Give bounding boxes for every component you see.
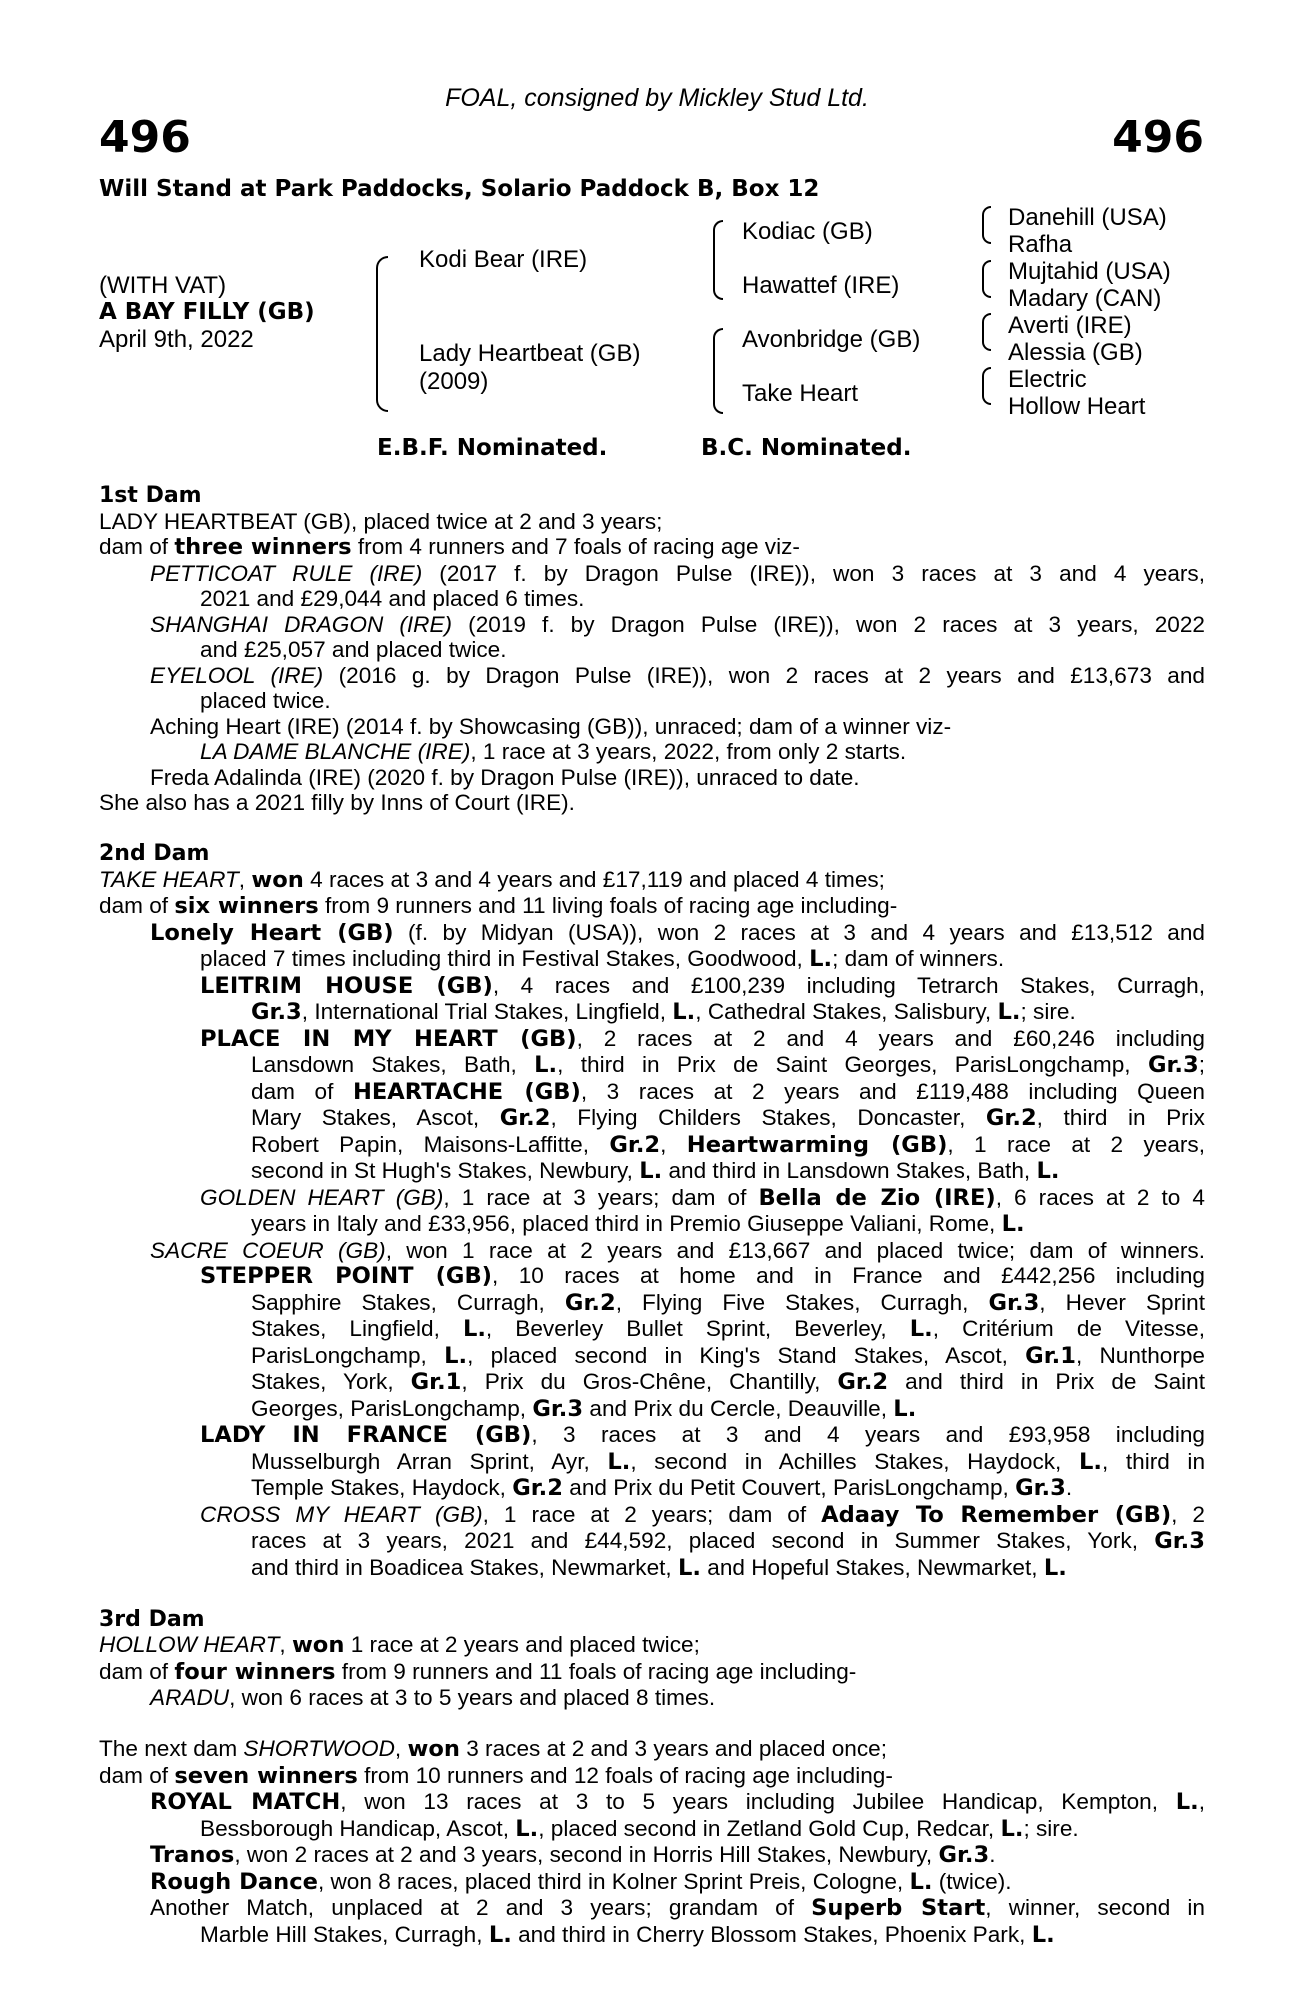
text-line	[99, 1659, 1205, 1686]
text-span: , won 8 races, placed third in Kolner Sprint Preis, Cologne,	[317, 1868, 910, 1894]
text-line	[99, 1555, 1205, 1582]
catalogue-body	[99, 483, 1205, 1948]
text-line	[99, 663, 1205, 689]
pedigree-sd-dam: Madary (CAN)	[1008, 285, 1162, 312]
pedigree-sire-sire: Kodiac (GB)	[742, 218, 873, 245]
text-span: She also has a 2021 filly by Inns of Court (IRE).	[99, 790, 575, 815]
text-span: , won 1 race at 2 years and £13,667 and placed twice; dam of winners.	[385, 1237, 1205, 1263]
text-line	[99, 790, 1205, 816]
bold-text: Gr.3	[532, 1395, 584, 1422]
text-line	[99, 1158, 1205, 1185]
text-span: , 1 race at 2 years,	[947, 1131, 1205, 1157]
text-span: , placed second in Zetland Gold Cup, Redcar,	[538, 1815, 1001, 1841]
text-line	[99, 1685, 1205, 1711]
bold-text: Gr.3	[251, 999, 302, 1025]
text-span: , 2 races at 2 and 4 years and £60,246 including	[576, 1025, 1205, 1051]
text-line	[99, 1869, 1205, 1896]
text-span: , 1 race at 3 years, 2022, from only 2 starts.	[470, 739, 907, 764]
text-line	[99, 999, 1205, 1026]
text-span: and Prix du Petit Couvert, ParisLongchamp,	[562, 1475, 1016, 1500]
text-span: , won 2 races at 2 and 3 years, second in Horris Hill Stakes, Newbury,	[234, 1842, 939, 1867]
text-span: (twice).	[932, 1868, 1012, 1894]
text-span: , Flying Childers Stakes, Doncaster,	[550, 1105, 986, 1130]
text-span: ;	[1198, 1052, 1205, 1077]
text-span: , 1 race at 2 years; dam of	[482, 1501, 822, 1527]
bold-text: Bella de Zio (IRE)	[758, 1184, 996, 1211]
text-span: , Nunthorpe	[1075, 1342, 1205, 1368]
bold-text: L.	[607, 1448, 631, 1475]
pedigree-brace-dam	[713, 328, 723, 414]
italic-text: SHANGHAI DRAGON (IRE)	[150, 611, 453, 637]
text-span: from 10 runners and 12 foals of racing age including-	[357, 1762, 893, 1788]
text-span: .	[1065, 1475, 1073, 1500]
text-line	[99, 1238, 1205, 1264]
text-span: , won 6 races at 3 to 5 years and placed 8 times.	[229, 1685, 716, 1710]
text-line	[99, 1343, 1205, 1370]
text-span: Marble Hill Stakes, Curragh,	[200, 1921, 489, 1947]
bold-text: HEARTACHE (GB)	[352, 1078, 581, 1105]
text-span: , 3 races at 2 years and £119,488 including Queen	[580, 1078, 1205, 1104]
text-span: Sapphire Stakes, Curragh,	[251, 1289, 565, 1315]
pedigree-ds-dam: Alessia (GB)	[1008, 339, 1143, 366]
text-line	[99, 1422, 1205, 1449]
text-line	[99, 612, 1205, 638]
bold-text: six winners	[174, 893, 319, 919]
pedigree-dd-sire: Electric	[1008, 366, 1087, 393]
text-span: and Prix du Cercle, Deauville,	[583, 1395, 894, 1421]
bold-text: Gr.2	[499, 1105, 551, 1131]
bold-text: Tranos	[150, 1842, 235, 1868]
bold-text: L.	[1001, 1211, 1025, 1237]
text-span: 1st Dam	[99, 483, 202, 508]
bold-text: ROYAL MATCH	[150, 1789, 341, 1815]
text-span: ,	[394, 1736, 408, 1761]
pedigree-dam-sire: Avonbridge (GB)	[742, 326, 921, 353]
pedigree-dam: Lady Heartbeat (GB)	[419, 340, 641, 367]
bold-text: seven winners	[174, 1762, 358, 1789]
text-span: , 2	[1171, 1501, 1205, 1527]
section-heading	[99, 483, 1205, 509]
text-line	[99, 1079, 1205, 1106]
text-span: dam of	[99, 893, 175, 918]
text-span: , third in	[1101, 1448, 1206, 1474]
text-line	[99, 509, 1205, 535]
bold-text: L.	[672, 999, 696, 1025]
pedigree-sire-dam: Hawattef (IRE)	[742, 272, 900, 299]
bold-text: Adaay To Remember (GB)	[821, 1501, 1172, 1528]
text-line	[99, 1263, 1205, 1290]
bold-text: Gr.2	[512, 1475, 563, 1501]
text-span: Freda Adalinda (IRE) (2020 f. by Dragon Pulse (IRE)), unraced to date.	[150, 764, 860, 790]
text-line	[99, 1816, 1205, 1843]
pedigree-dd-dam: Hollow Heart	[1008, 393, 1146, 420]
bold-text: L.	[809, 946, 833, 972]
bold-text: L.	[1043, 1554, 1067, 1581]
horse-name: A BAY FILLY (GB)	[99, 299, 315, 325]
text-span: races at 3 years, 2021 and £44,592, placed second in Summer Stakes, York,	[251, 1528, 1155, 1553]
text-span: , 10 races at home and in France and £442,256 including	[492, 1263, 1205, 1288]
paragraph-gap	[99, 816, 1205, 842]
lot-number-right: 496	[1112, 112, 1204, 163]
text-span: dam of	[99, 1762, 175, 1788]
text-span: and third in Lansdown Stakes, Bath,	[662, 1158, 1037, 1183]
text-line	[99, 1895, 1205, 1922]
text-span: The next dam	[99, 1736, 244, 1761]
text-line	[99, 867, 1205, 894]
pedigree-dam-year: (2009)	[419, 368, 489, 395]
bold-text: L.	[534, 1052, 558, 1078]
bold-text: Gr.3	[1015, 1475, 1066, 1501]
italic-text: ARADU	[150, 1685, 230, 1710]
text-line	[99, 688, 1205, 714]
text-line	[99, 1396, 1205, 1423]
text-span: Mary Stakes, Ascot,	[251, 1105, 500, 1130]
consignment-line: FOAL, consigned by Mickley Stud Ltd.	[445, 84, 869, 112]
text-span: years in Italy and £33,956, placed third in Premio Giuseppe Valiani, Rome,	[251, 1211, 1002, 1236]
italic-text: EYELOOL (IRE)	[150, 662, 324, 688]
pedigree-brace-main	[376, 256, 388, 412]
text-span: , placed second in King's Stand Stakes, Ascot,	[467, 1342, 1026, 1368]
pedigree-sire: Kodi Bear (IRE)	[419, 246, 588, 273]
bold-text: L.	[909, 1868, 933, 1895]
bold-text: L.	[997, 999, 1021, 1025]
text-line	[99, 1026, 1205, 1053]
stand-location: Will Stand at Park Paddocks, Solario Paddock B, Box 12	[99, 176, 820, 202]
bold-text: Gr.3	[988, 1289, 1040, 1316]
text-span: Stakes, Lingfield,	[251, 1316, 463, 1341]
text-span: Lansdown Stakes, Bath,	[251, 1052, 535, 1077]
section-heading	[99, 1607, 1205, 1633]
bold-text: L.	[1175, 1789, 1199, 1815]
text-span: ,	[1198, 1789, 1205, 1814]
bold-text: Gr.2	[609, 1131, 661, 1158]
text-line	[99, 1211, 1205, 1238]
text-span: ParisLongchamp,	[251, 1342, 445, 1368]
paragraph-gap	[99, 1711, 1205, 1737]
text-line	[99, 1052, 1205, 1079]
text-span: , International Trial Stakes, Lingfield,	[301, 999, 673, 1024]
text-span: dam of	[99, 1658, 175, 1684]
text-span: (2016 g. by Dragon Pulse (IRE)), won 2 races at 2 years and £13,673 and	[323, 662, 1205, 688]
section-heading	[99, 841, 1205, 867]
text-span: , Hever Sprint	[1039, 1289, 1206, 1315]
text-span: , 3 races at 3 and 4 years and £93,958 including	[531, 1422, 1205, 1447]
bold-text: Gr.2	[564, 1289, 616, 1316]
text-line	[99, 1449, 1205, 1476]
text-span: , third in Prix	[1036, 1105, 1205, 1130]
text-span: placed 7 times including third in Festival Stakes, Goodwood,	[200, 946, 810, 971]
italic-text: LA DAME BLANCHE (IRE)	[200, 739, 471, 764]
bold-text: Gr.2	[837, 1369, 889, 1395]
text-line	[99, 1842, 1205, 1869]
text-span: Temple Stakes, Haydock,	[251, 1475, 513, 1500]
text-span: placed twice.	[200, 688, 331, 713]
pedigree-brace-ds	[982, 313, 991, 351]
foaling-date: April 9th, 2022	[99, 326, 254, 353]
text-span: ; dam of winners.	[832, 946, 1005, 971]
text-span: 1 race at 2 years and placed twice;	[344, 1632, 700, 1657]
pedigree-brace-dd	[982, 367, 991, 405]
text-line	[99, 973, 1205, 1000]
italic-text: TAKE HEART	[99, 866, 239, 892]
vat-note: (WITH VAT)	[99, 272, 227, 299]
text-line	[99, 1105, 1205, 1132]
text-span: from 4 runners and 7 foals of racing age viz-	[351, 534, 800, 559]
text-span: ,	[238, 866, 252, 892]
text-line	[99, 1528, 1205, 1555]
bold-text: L.	[909, 1316, 933, 1342]
text-span: Georges, ParisLongchamp,	[251, 1395, 533, 1421]
lot-number-left: 496	[99, 112, 191, 163]
text-line	[99, 765, 1205, 791]
text-line	[99, 1290, 1205, 1317]
bold-text: L.	[1078, 1448, 1102, 1475]
text-line	[99, 946, 1205, 973]
bold-text: Gr.1	[410, 1369, 462, 1395]
text-span: Stakes, York,	[251, 1369, 411, 1394]
text-span: dam of	[99, 534, 175, 559]
text-line	[99, 1736, 1205, 1763]
bold-text: L.	[462, 1316, 486, 1342]
text-span: (2019 f. by Dragon Pulse (IRE)), won 2 races at 3 years, 2022	[452, 611, 1205, 637]
text-span: , Beverley Bullet Sprint, Beverley,	[485, 1316, 910, 1341]
italic-text: PETTICOAT RULE (IRE)	[150, 560, 423, 586]
ebf-nomination: E.B.F. Nominated.	[377, 435, 608, 461]
bold-text: Superb Start	[811, 1895, 986, 1921]
text-span: , second in Achilles Stakes, Haydock,	[630, 1448, 1079, 1474]
bold-text: Gr.1	[1025, 1342, 1076, 1369]
text-span: and third in Cherry Blossom Stakes, Phoenix Park,	[511, 1921, 1032, 1947]
pedigree-dam-dam: Take Heart	[742, 380, 859, 407]
pedigree-ds-sire: Averti (IRE)	[1008, 312, 1132, 339]
text-span: ; sire.	[1020, 999, 1076, 1024]
bold-text: three winners	[174, 534, 352, 560]
text-span: 3rd Dam	[99, 1606, 205, 1632]
bold-text: L.	[1036, 1158, 1060, 1184]
text-span: Robert Papin, Maisons-Laffitte,	[251, 1131, 610, 1157]
text-line	[99, 893, 1205, 920]
text-line	[99, 534, 1205, 561]
text-span: and Hopeful Stakes, Newmarket,	[700, 1554, 1044, 1580]
bold-text: L.	[1031, 1921, 1055, 1948]
text-span: Another Match, unplaced at 2 and 3 years; grandam of	[150, 1895, 812, 1920]
bold-text: won	[291, 1632, 345, 1658]
italic-text: SHORTWOOD	[243, 1736, 395, 1761]
bold-text: Gr.3	[1147, 1052, 1199, 1078]
bold-text: won	[407, 1736, 460, 1762]
bold-text: Gr.3	[1154, 1528, 1205, 1554]
text-span: , Prix du Gros-Chêne, Chantilly,	[461, 1369, 838, 1394]
bold-text: STEPPER POINT (GB)	[200, 1263, 493, 1289]
text-line	[99, 1369, 1205, 1396]
bold-text: LEITRIM HOUSE (GB)	[200, 972, 493, 999]
text-line	[99, 1185, 1205, 1212]
text-span: , 4 races and £100,239 including Tetrarch Stakes, Curragh,	[492, 972, 1205, 998]
text-span: from 9 runners and 11 foals of racing age including-	[335, 1658, 857, 1684]
italic-text: CROSS MY HEART (GB)	[200, 1501, 483, 1527]
text-line	[99, 1632, 1205, 1659]
pedigree-brace-sd	[982, 260, 991, 298]
text-span: 2021 and £29,044 and placed 6 times.	[200, 586, 585, 611]
text-line	[99, 1316, 1205, 1343]
text-span: Aching Heart (IRE) (2014 f. by Showcasing (GB)), unraced; dam of a winner viz-	[150, 713, 952, 739]
bold-text: L.	[444, 1342, 468, 1369]
text-span: and third in Prix de Saint	[888, 1369, 1205, 1394]
bold-text: won	[251, 866, 304, 893]
text-span: and £25,057 and placed twice.	[200, 637, 507, 662]
text-line	[99, 561, 1205, 587]
text-span: 2nd Dam	[99, 841, 210, 866]
bold-text: Gr.2	[985, 1105, 1037, 1131]
pedigree-brace-sire	[713, 220, 723, 300]
bold-text: four winners	[174, 1658, 336, 1685]
text-span: 4 races at 3 and 4 years and £17,119 and placed 4 times;	[303, 866, 885, 892]
text-span: , won 13 races at 3 to 5 years including Jubilee Handicap, Kempton,	[340, 1789, 1176, 1814]
text-span: Bessborough Handicap, Ascot,	[200, 1815, 516, 1841]
text-span: and third in Boadicea Stakes, Newmarket,	[251, 1554, 678, 1580]
bold-text: Heartwarming (GB)	[686, 1131, 948, 1158]
bold-text: L.	[893, 1395, 917, 1422]
bold-text: L.	[1000, 1815, 1024, 1842]
italic-text: HOLLOW HEART	[99, 1632, 280, 1657]
text-span: (2017 f. by Dragon Pulse (IRE)), won 3 races at 3 and 4 years,	[422, 560, 1205, 586]
bold-text: L.	[515, 1815, 539, 1842]
bold-text: LADY IN FRANCE (GB)	[200, 1422, 532, 1448]
text-span: ,	[279, 1632, 292, 1657]
text-span: , 6 races at 2 to 4	[995, 1184, 1205, 1210]
text-line	[99, 739, 1205, 765]
text-span: , winner, second in	[985, 1895, 1205, 1920]
text-span: , 1 race at 3 years; dam of	[443, 1184, 759, 1210]
text-span: 3 races at 2 and 3 years and placed once;	[459, 1736, 887, 1761]
italic-text: GOLDEN HEART (GB)	[200, 1184, 444, 1210]
text-line	[99, 1922, 1205, 1949]
bold-text: PLACE IN MY HEART (GB)	[200, 1025, 577, 1052]
text-line	[99, 586, 1205, 612]
text-line	[99, 637, 1205, 663]
bold-text: Gr.3	[938, 1842, 990, 1868]
text-line	[99, 1502, 1205, 1529]
pedigree-ss-dam: Rafha	[1008, 231, 1073, 258]
text-span: .	[989, 1842, 996, 1867]
text-span: , Critérium de Vitesse,	[932, 1316, 1205, 1341]
text-span: , Cathedral Stakes, Salisbury,	[695, 999, 998, 1024]
text-line	[99, 1132, 1205, 1159]
text-span: Musselburgh Arran Sprint, Ayr,	[251, 1448, 608, 1474]
pedigree-ss-sire: Danehill (USA)	[1008, 204, 1167, 231]
text-span: (f. by Midyan (USA)), won 2 races at 3 and 4 years and £13,512 and	[393, 919, 1205, 945]
text-span: dam of	[251, 1078, 353, 1104]
text-span: second in St Hugh's Stakes, Newbury,	[251, 1158, 640, 1183]
text-line	[99, 1763, 1205, 1790]
text-span: ,	[660, 1131, 687, 1157]
text-line	[99, 1475, 1205, 1502]
pedigree-brace-ss	[982, 206, 991, 244]
bold-text: Lonely Heart (GB)	[150, 919, 394, 946]
bold-text: L.	[639, 1158, 663, 1184]
bold-text: Rough Dance	[150, 1868, 318, 1895]
bc-nomination: B.C. Nominated.	[701, 435, 912, 461]
italic-text: SACRE COEUR (GB)	[150, 1237, 386, 1263]
text-line	[99, 714, 1205, 740]
text-span: LADY HEARTBEAT (GB), placed twice at 2 and 3 years;	[99, 508, 663, 534]
text-line	[99, 1789, 1205, 1816]
bold-text: L.	[678, 1554, 701, 1581]
paragraph-gap	[99, 1581, 1205, 1607]
bold-text: L.	[488, 1921, 512, 1948]
pedigree-sd-sire: Mujtahid (USA)	[1008, 258, 1171, 285]
text-span: , third in Prix de Saint Georges, ParisLongchamp,	[557, 1052, 1148, 1077]
text-line	[99, 920, 1205, 947]
text-span: ; sire.	[1023, 1815, 1079, 1841]
text-span: from 9 runners and 11 living foals of racing age including-	[318, 893, 898, 918]
text-span: , Flying Five Stakes, Curragh,	[615, 1289, 989, 1315]
